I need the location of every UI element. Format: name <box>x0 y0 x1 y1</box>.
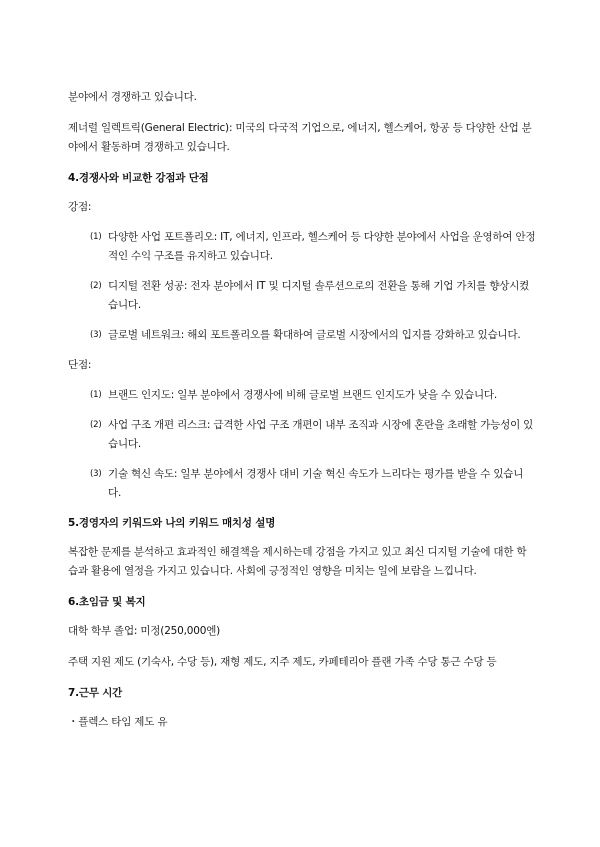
heading-work-hours: 7.근무 시간 <box>68 687 123 699</box>
strength-item <box>68 228 536 266</box>
item-text: 글로벌 네트워크: 해외 포트폴리오를 확대하여 글로벌 시장에서의 입지를 강화하고 있습니다. <box>108 329 521 341</box>
item-number: (1) <box>90 232 102 242</box>
strength-item <box>68 326 536 345</box>
paragraph-benefits: 주택 지원 제도 (기숙사, 수당 등), 재형 제도, 지주 제도, 카페테리아 플랜 가족 수당 통근 수당 등 <box>68 656 497 668</box>
item-number: (2) <box>90 281 102 291</box>
strengths-label: 강점: <box>68 201 92 213</box>
weaknesses-label: 단점: <box>68 359 92 371</box>
item-text: 디지털 전환 성공: 전자 분야에서 IT 및 디지털 솔루션으로의 전환을 통해 기업 가치를 향상시켰습니다. <box>108 280 530 311</box>
paragraph-competition-cont: 분야에서 경쟁하고 있습니다. <box>68 91 197 103</box>
item-text: 다양한 사업 포트폴리오: IT, 에너지, 인프라, 헬스케어 등 다양한 분야에서 사업을 운영하여 안정적인 수익 구조를 유지하고 있습니다. <box>108 231 536 262</box>
item-text: 사업 구조 개편 리스크: 급격한 사업 구조 개편이 내부 조직과 시장에 혼란을 초래할 가능성이 있습니다. <box>108 419 534 450</box>
item-text: 브랜드 인지도: 일부 분야에서 경쟁사에 비해 글로벌 브랜드 인지도가 낮을 수 있습니다. <box>108 389 497 401</box>
item-number: (1) <box>90 390 102 400</box>
heading-strengths-weaknesses: 4.경쟁사와 비교한 강점과 단점 <box>68 172 209 184</box>
paragraph-starting-salary: 대학 학부 졸업: 미정(250,000엔) <box>68 625 221 637</box>
paragraph-flex-time: ・플렉스 타임 제도 유 <box>68 716 168 728</box>
heading-keyword-match: 5.경영자의 키워드와 나의 키워드 매치성 설명 <box>68 517 276 529</box>
paragraph-keyword-match: 복잡한 문제를 분석하고 효과적인 해결책을 제시하는데 강점을 가지고 있고 최신 디지털 기술에 대한 학습과 활용에 열정을 가지고 있습니다. 사회에 긍정적인 영향을 미치는 일에 보람을 느낍니다. <box>68 546 527 577</box>
weakness-item <box>68 465 536 503</box>
item-text: 기술 혁신 속도: 일부 분야에서 경쟁사 대비 기술 혁신 속도가 느리다는 평가를 받을 수 있습니다. <box>108 468 524 499</box>
weakness-item <box>68 386 536 405</box>
document-body <box>68 88 536 744</box>
item-number: (2) <box>90 420 102 430</box>
item-number: (3) <box>90 330 102 340</box>
item-number: (3) <box>90 469 102 479</box>
paragraph-general-electric: 제너럴 일렉트릭(General Electric): 미국의 다국적 기업으로, 에너지, 헬스케어, 항공 등 다양한 산업 분야에서 활동하며 경쟁하고 있습니다. <box>68 122 532 153</box>
weakness-item <box>68 416 536 454</box>
heading-salary-benefits: 6.초임금 및 복지 <box>68 596 146 608</box>
strength-item <box>68 277 536 315</box>
